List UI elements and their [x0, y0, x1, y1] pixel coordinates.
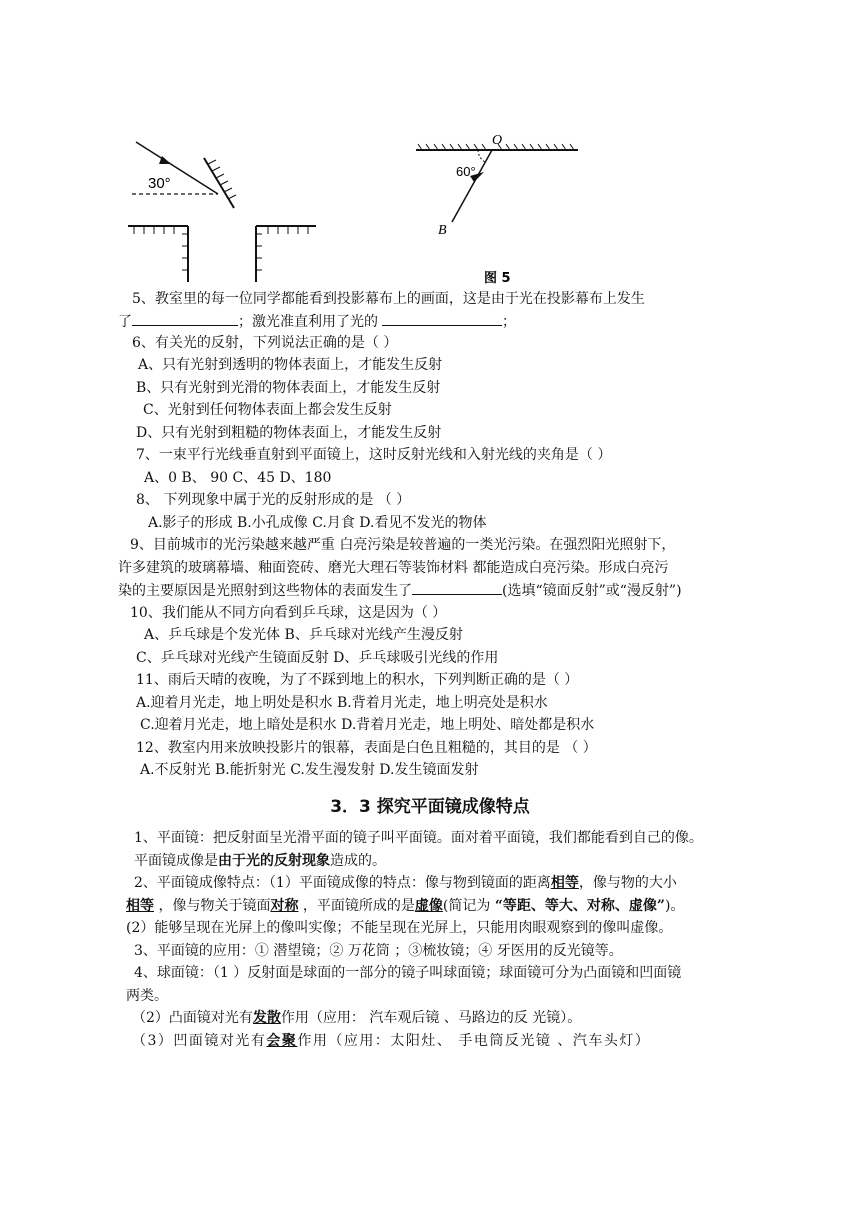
n2b-bold-3: 虚像: [414, 898, 443, 914]
n4c-bold: 发散: [252, 1010, 281, 1026]
question-6: 6、有关光的反射，下列说法正确的是（ ）: [132, 335, 398, 351]
n4d-bold: 会聚: [266, 1033, 298, 1049]
note-4-line-1: 4、球面镜：（1 ）反射面是球面的一部分的镜子叫球面镜；球面镜可分为凸面镜和凹面镜: [134, 965, 682, 981]
n4c-text-2: 作用（应用： 汽车观后镜 、马路边的反 光镜）。: [280, 1010, 582, 1026]
point-o-label: O: [492, 133, 503, 148]
note-4-line-4: [132, 1031, 650, 1051]
q9-text-1: 染的主要原因是光照射到这些物体的表面发生了: [118, 583, 412, 599]
note-4-line-3: [132, 1008, 581, 1028]
question-11-options-cd: C.迎着月光走，地上暗处是积水 D.背着月光走，地上明处、暗处都是积水: [140, 717, 595, 733]
question-12-options: A.不反射光 B.能折射光 C.发生漫发射 D.发生镜面发射: [140, 762, 479, 778]
q5-blank-1: [132, 311, 238, 326]
note-4-line-2: 两类。: [126, 988, 168, 1004]
q5-text-1: 了: [118, 314, 132, 330]
question-10-options-ab: A、乒乓球是个发光体 B、乒乓球对光线产生漫反射: [144, 627, 463, 643]
q9-text-2: (选填“镜面反射”或“漫反射”): [502, 583, 682, 599]
n2b-text-3: (简记为: [442, 898, 495, 914]
question-6-option-c: C、光射到任何物体表面上都会发生反射: [143, 402, 392, 418]
note-1-line-1: 1、平面镜：把反射面呈光滑平面的镜子叫平面镜。面对着平面镜，我们都能看到自己的像。: [134, 830, 703, 846]
question-9-line-3: [118, 580, 682, 601]
n1b-bold: 由于光的反射现象: [218, 853, 330, 869]
n2b-text-2: ，平面镜所成的是: [298, 898, 415, 914]
question-11: 11、雨后天晴的夜晚，为了不踩到地上的积水，下列判断正确的是（ ）: [136, 672, 579, 688]
question-5-line-1: 5、教室里的每一位同学都能看到投影幕布上的画面，这是由于光在投影幕布上发生: [132, 291, 645, 307]
figure-right-reflection: [412, 130, 592, 285]
question-6-option-b: B、只有光射到光滑的物体表面上，才能发生反射: [136, 380, 441, 396]
figure-caption: 图 5: [484, 271, 511, 285]
n2b-bold-1: 相等: [126, 898, 154, 914]
question-9-line-1: 9、目前城市的光污染越来越严重 白亮污染是较普遍的一类光污染。在强烈阳光照射下，: [130, 537, 676, 553]
question-10: 10、我们能从不同方向看到乒乓球，这是因为（ ）: [130, 605, 447, 621]
n2b-bold-2: 对称: [270, 898, 299, 914]
n2b-text-1: ，像与物关于镜面: [154, 898, 271, 914]
note-2-line-3: (2）能够呈现在光屏上的像叫实像；不能呈现在光屏上，只能用肉眼观察到的像叫虚像。: [126, 920, 673, 936]
angle-label-60: 60°: [456, 164, 476, 179]
question-6-option-d: D、只有光射到粗糙的物体表面上，才能发生反射: [136, 425, 442, 441]
point-b-label: B: [438, 223, 447, 238]
question-7-options: A、0 B、 90 C、45 D、180: [144, 470, 332, 486]
note-2-line-2: [126, 896, 684, 916]
section-title: 3．3 探究平面镜成像特点: [330, 797, 530, 817]
n2b-bold-4: “等距、等大、对称、虚像”: [494, 898, 665, 914]
n4d-text-1: （3）凹面镜对光有: [132, 1033, 267, 1049]
n2a-text-1: 2、平面镜成像特点：（1）平面镜成像的特点：像与物到镜面的距离: [134, 875, 551, 891]
n1b-text-2: 造成的。: [330, 853, 386, 869]
question-9-line-2: 许多建筑的玻璃幕墙、釉面瓷砖、磨光大理石等装饰材料 都能造成白亮污染。形成白亮污: [118, 560, 669, 576]
n4d-text-2: 作用（应用：太阳灶、 手电筒反光镜 、汽车头灯）: [297, 1033, 651, 1049]
question-10-options-cd: C、乒乓球对光线产生镜面反射 D、乒乓球吸引光线的作用: [136, 650, 499, 666]
n2b-text-4: )。: [664, 898, 685, 914]
figure-left-drawing: [126, 134, 326, 284]
question-5-line-2: [118, 311, 516, 332]
angle-label-30: 30°: [148, 175, 171, 192]
question-7: 7、一束平行光线垂直射到平面镜上，这时反射光线和入射光线的夹角是（ ）: [136, 447, 612, 463]
question-8: 8、 下列现象中属于光的反射形成的是 （ ）: [136, 492, 411, 508]
question-12: 12、教室内用来放映投影片的银幕，表面是白色且粗糙的，其目的是 （ ）: [136, 740, 597, 756]
n2a-bold: 相等: [550, 875, 579, 891]
n1b-text-1: 平面镜成像是: [134, 853, 218, 869]
figure-right-drawing: [412, 130, 592, 285]
note-2-line-1: [134, 873, 677, 893]
n4c-text-1: （2）凸面镜对光有: [132, 1010, 253, 1026]
q5-text-3: ；: [502, 314, 516, 330]
q5-blank-2: [382, 311, 502, 326]
q5-text-2: ；激光准直利用了光的: [238, 314, 378, 330]
n2a-text-2: ，像与物的大小: [578, 875, 677, 891]
question-8-options: A.影子的形成 B.小孔成像 C.月食 D.看见不发光的物体: [148, 515, 487, 531]
question-11-options-ab: A.迎着月光走，地上明处是积水 B.背着月光走，地上明亮处是积水: [136, 695, 548, 711]
note-1-line-2: [134, 851, 386, 871]
question-6-option-a: A、只有光射到透明的物体表面上，才能发生反射: [138, 357, 443, 373]
q9-blank: [412, 580, 502, 595]
figure-left-reflection: [126, 134, 326, 284]
note-3: 3、平面镜的应用：① 潜望镜；② 万花筒 ；③梳妆镜；④ 牙医用的反光镜等。: [134, 943, 623, 959]
